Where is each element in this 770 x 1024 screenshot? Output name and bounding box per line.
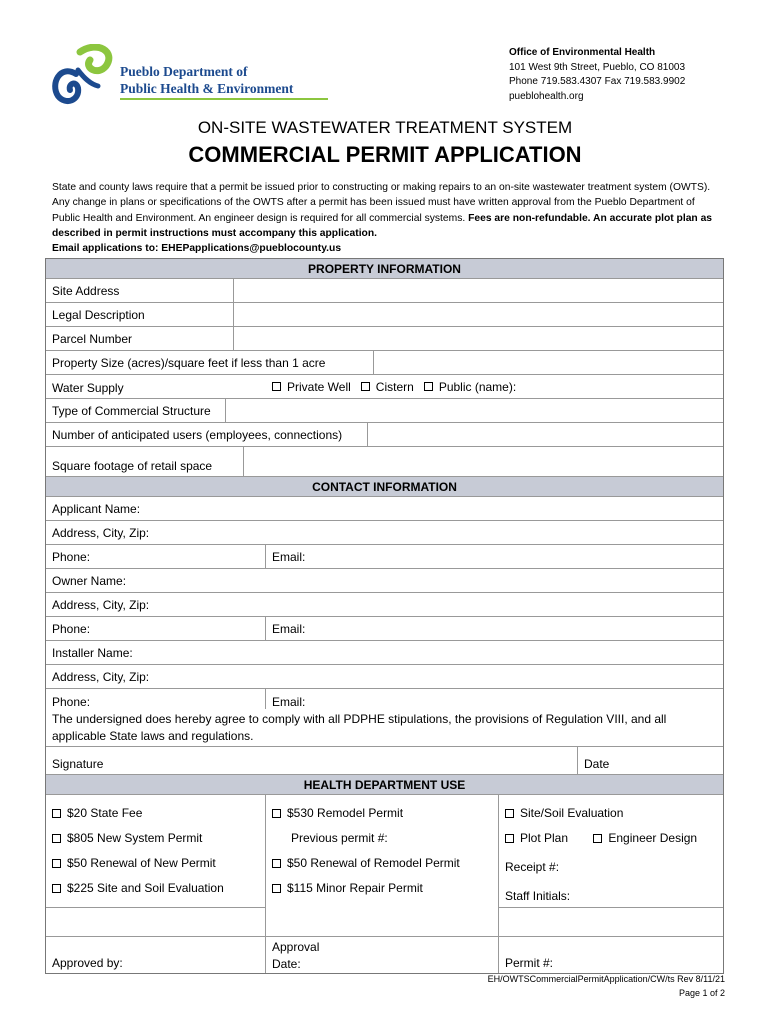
applicant-name-label: Applicant Name: [52, 501, 141, 516]
structure-type-row [46, 399, 723, 423]
state-fee-checkbox[interactable] [52, 809, 61, 818]
structure-type-label: Type of Commercial Structure [46, 399, 226, 422]
approval-label-line1: Approval [272, 940, 320, 954]
pdphe-logo [50, 44, 294, 108]
legal-description-row [46, 303, 723, 327]
agreement-row [46, 709, 723, 747]
plot-plan-option[interactable] [505, 831, 568, 845]
logo-swirl-icon [50, 44, 120, 108]
applicant-email-field[interactable] [266, 545, 723, 568]
logo-text-line1: Pueblo Department of [120, 64, 248, 79]
signature-field[interactable] [46, 747, 578, 774]
site-soil-evaluation-checkbox[interactable] [505, 809, 514, 818]
owner-name-label: Owner Name: [52, 573, 127, 588]
office-website: pueblohealth.org [509, 90, 584, 102]
water-cistern-option[interactable] [361, 380, 414, 394]
site-address-row [46, 279, 723, 303]
water-supply-label: Water Supply [52, 381, 124, 395]
date-label: Date [584, 757, 610, 771]
site-soil-evaluation-fee-checkbox[interactable] [52, 884, 61, 893]
engineer-design-label: Engineer Design [608, 831, 698, 845]
plot-plan-checkbox[interactable] [505, 834, 514, 843]
remodel-permit-option[interactable] [272, 801, 460, 826]
signature-label: Signature [52, 757, 104, 771]
email-instructions: Email applications to: EHEPapplications@pueblocounty.us [52, 243, 342, 255]
applicant-name-row [46, 497, 723, 521]
installer-name-label: Installer Name: [52, 645, 133, 660]
renewal-new-permit-option[interactable] [52, 851, 224, 876]
remodel-permit-label: $530 Remodel Permit [287, 806, 404, 820]
installer-phone-field[interactable] [46, 689, 266, 709]
document-id: EH/OWTSCommercialPermitApplication/CW/ts Rev 8/11/21 [487, 974, 725, 984]
site-soil-evaluation-option[interactable] [505, 801, 697, 826]
retail-space-row [46, 447, 723, 477]
fees-divider [46, 907, 266, 908]
renewal-remodel-checkbox[interactable] [272, 859, 281, 868]
previous-permit-label: Previous permit #: [291, 831, 388, 845]
approval-date-field[interactable] [266, 937, 499, 973]
applicant-address-label: Address, City, Zip: [52, 525, 150, 540]
staff-initials-field[interactable] [505, 884, 697, 909]
owner-email-label: Email: [272, 621, 306, 636]
form-title: COMMERCIAL PERMIT APPLICATION [188, 142, 582, 167]
plot-plan-label: Plot Plan [520, 831, 569, 845]
section-header-property: PROPERTY INFORMATION [46, 259, 723, 279]
new-system-permit-label: $805 New System Permit [67, 831, 203, 845]
receipt-label: Receipt #: [505, 860, 560, 874]
public-label: Public (name): [438, 379, 517, 394]
page-number: Page 1 of 2 [678, 988, 725, 998]
owner-phone-field[interactable] [46, 617, 266, 640]
staff-initials-label: Staff Initials: [505, 889, 571, 903]
signature-row [46, 747, 723, 775]
cistern-checkbox[interactable] [361, 382, 370, 391]
remodel-permit-checkbox[interactable] [272, 809, 281, 818]
property-size-row [46, 351, 723, 375]
intro-bold-note: Fees are non-refundable. An accurate plot plan as described in permit instructions must accompany this application. [52, 212, 713, 239]
renewal-remodel-option[interactable] [272, 851, 460, 876]
office-name: Office of Environmental Health [509, 47, 656, 58]
health-dept-block [46, 795, 723, 937]
applicant-phone-row [46, 545, 723, 569]
renewal-new-permit-label: $50 Renewal of New Permit [67, 856, 216, 870]
minor-repair-option[interactable] [272, 876, 460, 901]
office-address: 101 West 9th Street, Pueblo, CO 81003 [509, 61, 686, 73]
site-address-field[interactable] [234, 279, 723, 302]
site-soil-evaluation-fee-label: $225 Site and Soil Evaluation [67, 881, 224, 895]
property-size-label: Property Size (acres)/square feet if less than 1 acre [46, 351, 374, 374]
health-col-permits [266, 795, 499, 936]
installer-email-field[interactable] [266, 689, 723, 709]
application-form [45, 258, 724, 974]
parcel-number-row [46, 327, 723, 351]
agreement-text: The undersigned does hereby agree to comply with all PDPHE stipulations, the provisions of Regulation VIII, and all applicable State laws and regulations. [52, 712, 667, 743]
state-fee-label: $20 State Fee [67, 806, 143, 820]
applicant-phone-field[interactable] [46, 545, 266, 568]
installer-email-label: Email: [272, 695, 306, 709]
office-contact-block [509, 46, 685, 104]
installer-phone-label: Phone: [52, 695, 91, 709]
legal-description-label: Legal Description [46, 303, 234, 326]
intro-paragraph: State and county laws require that a permit be issued prior to constructing or making repairs to an on-site wastewater treatment system (OWTS). Any change in plans or specifications of the OWTS after a permit has been issued must have written approval from the Pueblo Department of Public Health and Environment. An engineer design is required for all commercial systems. [52, 182, 711, 224]
owner-address-field[interactable] [46, 593, 723, 616]
health-col-review [499, 795, 723, 936]
section-header-health: HEALTH DEPARTMENT USE [46, 775, 723, 795]
approved-by-field[interactable] [46, 937, 266, 973]
legal-description-field[interactable] [234, 303, 723, 326]
installer-address-label: Address, City, Zip: [52, 669, 150, 684]
approval-label-line2: Date: [272, 957, 301, 971]
water-private-well-option[interactable] [272, 380, 351, 394]
installer-name-field[interactable] [46, 641, 723, 664]
engineer-design-option[interactable] [593, 831, 697, 845]
intro-text [52, 180, 722, 256]
health-col-fees [46, 795, 266, 936]
site-address-label: Site Address [46, 279, 234, 302]
plot-engineer-row [505, 826, 697, 851]
applicant-phone-label: Phone: [52, 549, 91, 564]
new-system-permit-option[interactable] [52, 826, 224, 851]
new-system-permit-checkbox[interactable] [52, 834, 61, 843]
review-options-list [505, 801, 697, 909]
permit-options-list [272, 801, 460, 901]
page-footer [488, 972, 725, 1000]
water-supply-row [46, 375, 723, 399]
date-field[interactable] [578, 747, 723, 774]
owner-phone-row [46, 617, 723, 641]
installer-phone-row [46, 689, 723, 709]
office-phone-fax: Phone 719.583.4307 Fax 719.583.9902 [509, 76, 686, 87]
parcel-number-label: Parcel Number [46, 327, 234, 350]
section-header-contact: CONTACT INFORMATION [46, 477, 723, 497]
engineer-design-checkbox[interactable] [593, 834, 602, 843]
applicant-name-field[interactable] [46, 497, 723, 520]
review-divider [499, 907, 723, 908]
minor-repair-label: $115 Minor Repair Permit [287, 881, 423, 895]
applicant-address-row [46, 521, 723, 545]
receipt-field[interactable] [505, 855, 697, 880]
installer-name-row [46, 641, 723, 665]
site-soil-evaluation-fee-option[interactable] [52, 876, 224, 901]
cistern-label: Cistern [375, 379, 414, 394]
users-label: Number of anticipated users (employees, connections) [46, 423, 368, 446]
users-field[interactable] [368, 423, 723, 446]
property-size-field[interactable] [374, 351, 723, 374]
installer-address-row [46, 665, 723, 689]
permit-number-field[interactable] [499, 937, 723, 973]
water-supply-options [266, 375, 723, 398]
approved-by-label: Approved by: [52, 956, 123, 970]
approval-row [46, 937, 723, 973]
site-soil-evaluation-label: Site/Soil Evaluation [520, 806, 624, 820]
users-row [46, 423, 723, 447]
state-fee-option[interactable] [52, 801, 224, 826]
logo-text-line2: Public Health & Environment [120, 81, 294, 96]
water-public-option[interactable] [424, 380, 516, 394]
retail-space-label: Square footage of retail space [46, 447, 244, 476]
owner-address-label: Address, City, Zip: [52, 597, 150, 612]
fee-options-list [52, 801, 224, 901]
installer-address-field[interactable] [46, 665, 723, 688]
applicant-address-field[interactable] [46, 521, 723, 544]
structure-type-field[interactable] [226, 399, 723, 422]
form-supertitle: ON-SITE WASTEWATER TREATMENT SYSTEM [197, 118, 573, 137]
previous-permit-field[interactable] [272, 826, 460, 851]
retail-space-field[interactable] [244, 447, 723, 476]
renewal-remodel-label: $50 Renewal of Remodel Permit [287, 856, 460, 870]
owner-phone-label: Phone: [52, 621, 91, 636]
private-well-label: Private Well [287, 379, 351, 394]
parcel-number-field[interactable] [234, 327, 723, 350]
applicant-email-label: Email: [272, 549, 306, 564]
minor-repair-checkbox[interactable] [272, 884, 281, 893]
logo-underline [120, 98, 328, 100]
permit-number-label: Permit #: [505, 956, 554, 970]
owner-email-field[interactable] [266, 617, 723, 640]
owner-name-field[interactable] [46, 569, 723, 592]
public-checkbox[interactable] [424, 382, 433, 391]
private-well-checkbox[interactable] [272, 382, 281, 391]
renewal-new-permit-checkbox[interactable] [52, 859, 61, 868]
owner-name-row [46, 569, 723, 593]
owner-address-row [46, 593, 723, 617]
